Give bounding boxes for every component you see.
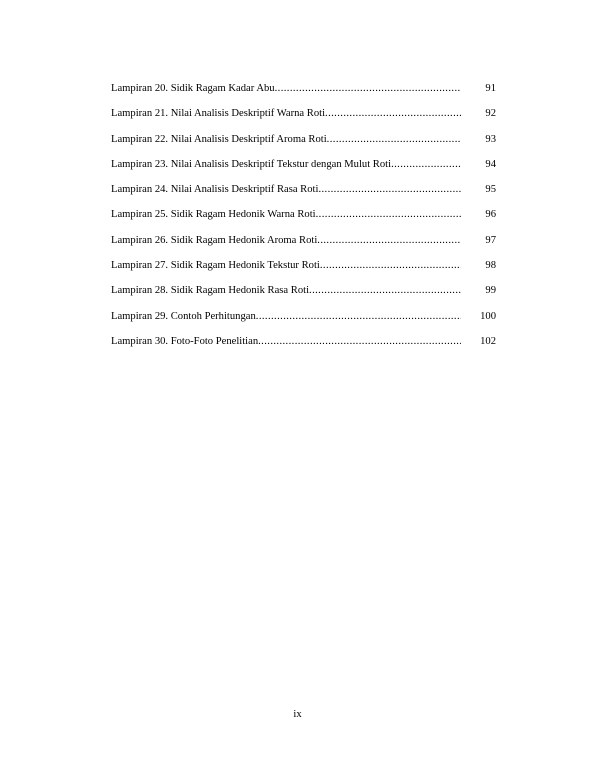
toc-entry-title: Lampiran 20. Sidik Ragam Kadar Abu: [111, 83, 275, 94]
toc-entry-text: [111, 259, 461, 272]
toc-entry-text: [111, 183, 461, 196]
toc-entry-title: Lampiran 21. Nilai Analisis Deskriptif Warna Roti: [111, 108, 326, 120]
toc-entry-title: Lampiran 29. Contoh Perhitungan: [111, 310, 256, 322]
toc-entry[interactable]: [111, 335, 496, 360]
toc-dot-leader: [256, 310, 461, 323]
toc-entry-page: 99: [485, 285, 496, 297]
toc-entry[interactable]: [111, 208, 496, 233]
toc-dot-leader: [316, 208, 461, 221]
page-number: ix: [293, 709, 302, 720]
toc-dot-leader: [320, 259, 461, 272]
toc-entry-page: 94: [485, 158, 496, 170]
toc-entry-title: Lampiran 30. Foto-Foto Penelitian: [111, 335, 259, 347]
toc-entry-page: 95: [485, 184, 496, 196]
toc-entry-page: 100: [480, 310, 496, 322]
toc-entry-page: 93: [485, 133, 496, 145]
toc-dot-leader: [258, 335, 461, 348]
toc-entry[interactable]: [111, 259, 496, 284]
toc-entry[interactable]: [111, 133, 496, 158]
toc-entry-page: 96: [485, 209, 496, 221]
toc-entry-text: [111, 133, 461, 146]
toc-entry-page: 92: [485, 108, 496, 120]
toc-entry[interactable]: [111, 310, 496, 335]
toc-entry[interactable]: [111, 284, 496, 309]
toc-entry-title: Lampiran 27. Sidik Ragam Hedonik Tekstur Roti: [111, 260, 320, 272]
toc-dot-leader: [318, 183, 461, 196]
toc-dot-leader: [275, 82, 461, 95]
toc-entry-page: 91: [485, 83, 496, 94]
toc-entry-title: Lampiran 25. Sidik Ragam Hedonik Warna Roti: [111, 209, 316, 221]
toc-entry-title: Lampiran 23. Nilai Analisis Deskriptif Tekstur dengan Mulut Roti: [111, 158, 392, 170]
toc-entry[interactable]: [111, 82, 496, 107]
toc-entry-title: Lampiran 22. Nilai Analisis Deskriptif Aroma Roti: [111, 133, 327, 145]
toc-entry[interactable]: [111, 107, 496, 132]
toc-entry-page: 97: [485, 234, 496, 246]
toc-entry-page: 98: [485, 260, 496, 272]
toc-entry-text: [111, 284, 461, 297]
toc-dot-leader: [391, 158, 461, 171]
toc-dot-leader: [309, 284, 461, 297]
table-of-contents: [111, 82, 496, 360]
toc-entry-text: [111, 158, 461, 171]
toc-dot-leader: [317, 234, 461, 247]
toc-entry-text: [111, 234, 461, 247]
toc-entry-text: [111, 82, 461, 95]
toc-entry[interactable]: [111, 234, 496, 259]
toc-dot-leader: [327, 133, 461, 146]
toc-entry-text: [111, 208, 461, 221]
toc-entry-text: [111, 335, 461, 348]
toc-entry-page: 102: [480, 335, 496, 347]
toc-entry[interactable]: [111, 183, 496, 208]
toc-entry[interactable]: [111, 158, 496, 183]
toc-entry-title: Lampiran 24. Nilai Analisis Deskriptif Rasa Roti: [111, 184, 319, 196]
toc-entry-text: [111, 107, 461, 120]
toc-entry-title: Lampiran 28. Sidik Ragam Hedonik Rasa Roti: [111, 285, 310, 297]
toc-entry-text: [111, 310, 461, 323]
toc-entry-title: Lampiran 26. Sidik Ragam Hedonik Aroma Roti: [111, 234, 318, 246]
toc-dot-leader: [325, 107, 461, 120]
